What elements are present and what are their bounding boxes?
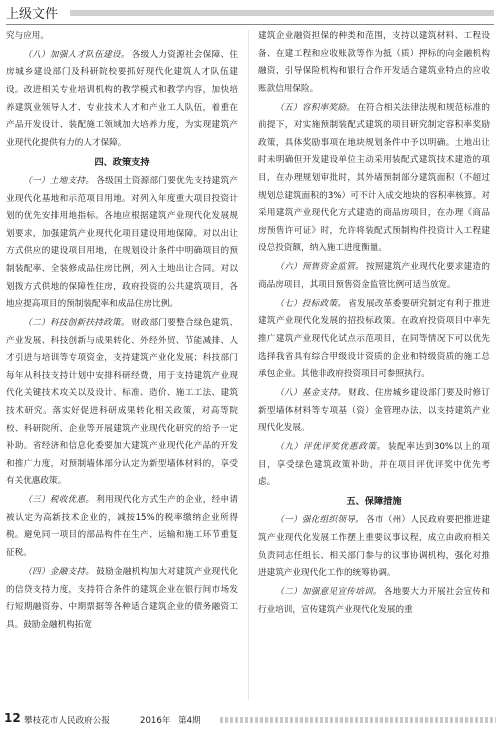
page-number: 12: [4, 711, 21, 725]
paragraph-lead: （一）土地支持。: [23, 175, 95, 186]
column-divider: [248, 30, 249, 700]
paragraph: [258, 28, 490, 98]
issue-year: 2016年: [140, 716, 171, 726]
issue-number: 第4期: [178, 716, 201, 726]
paragraph-lead: （二）加强意见宣传培训。: [275, 587, 382, 598]
paragraph: [258, 512, 490, 582]
paragraph: [258, 439, 490, 492]
paragraph-lead: （一）强化组织领导。: [275, 515, 364, 526]
journal-name: 攀枝花市人民政府公报: [24, 716, 110, 726]
paragraph-text: 各级国土资源部门要优先支持建筑产业现代化基地和示范项目用地。对列入年度重大项目投资计划的优先安排用地指标。各地应根据建筑产业现代化发展规划要求，加强建筑产业现代化项目建设用地保障。对以出让方式供应的建设项目用地，在规划设计条件中明确项目的预制装配率、全装修成品住房比例，列入土地出让合同。对以划拨方式供地的保障性住房，政府投资的公共建筑项目，各地应提高项目的预制装配率和成品住房比例。: [6, 175, 238, 310]
section-title: 上级文件: [6, 7, 59, 22]
paragraph: [6, 173, 238, 314]
paragraph-lead: （八）加强人才队伍建设。: [23, 49, 130, 60]
page-header: [6, 2, 494, 25]
paragraph: [6, 492, 238, 562]
paragraph: [258, 259, 490, 294]
paragraph-lead: （四）金融支持。: [23, 566, 95, 577]
paragraph-text: 各市（州）人民政府要把推进建筑产业现代化发展工作摆上重要议事议程，成立由政府相关负责同志任组长、相关部门参与的议事协调机构，强化对推进建筑产业现代化工作的统筹协调。: [258, 515, 490, 579]
paragraph-text: 究与应用。: [6, 31, 49, 41]
paragraph-text: 按照建筑产业现代化要求建造的商品房项目，其项目预售资金监管比例可适当放宽。: [258, 262, 490, 290]
header-decoration-bar: [70, 10, 494, 16]
paragraph-text: 省发展改革委要研究制定有利于推进建筑产业现代化发展的招投标政策。在政府投资项目中率先推广建筑产业现代化试点示范项目，在同等情况下可以优先选择我省具有综合甲级设计资质的企业和特级资质的施工总承包企业。其他非政府投资项目可参照执行。: [258, 298, 490, 380]
paragraph: [258, 100, 490, 258]
paragraph: [258, 584, 490, 619]
paragraph-lead: （三）税收优惠。: [23, 495, 95, 506]
paragraph: [258, 296, 490, 384]
paragraph-lead: （二）科技创新扶持政策。: [23, 318, 130, 328]
paragraph: [6, 47, 238, 153]
right-column: [258, 28, 490, 704]
paragraph: [6, 564, 238, 634]
section-heading: 四、政策支持: [94, 156, 150, 168]
paragraph-lead: （九）评优评奖优惠政策。: [275, 442, 386, 453]
paragraph-lead: （六）预售资金监管。: [275, 262, 364, 273]
paragraph-text: 财政部门要整合绿色建筑、产业发展、科技创新与成果转化、外经外贸、节能减排、人才引进与培训等专项资金，支持建筑产业化发展；科技部门每年从科技支持计划中安排科研经费，用于支持建筑产业现代化关键技术攻关以及设计、标准、造价、施工工法、建筑技术研究。落实好促进科研成果转化相关政策，对高等院校、科研院所、企业等开展建筑产业现代化研究的给予一定补助。省经济和信息化委要加大建筑产业现代化产品的开发和推广力度，对预制墙体部分认定为新型墙体材料的，享受有关优惠政策。: [6, 318, 238, 487]
section-heading: 五、保障措施: [346, 496, 402, 508]
left-column: [6, 28, 238, 704]
paragraph: [258, 385, 490, 438]
paragraph: [6, 315, 238, 491]
paragraph-lead: （八）基金支持。: [275, 388, 347, 399]
page-footer: [0, 709, 500, 731]
paragraph-lead: （五）容积率奖励。: [275, 102, 356, 113]
paragraph-text: 各地要大力开展社会宣传和行业培训，宣传建筑产业现代化发展的重: [258, 587, 490, 615]
paragraph-text: 在符合相关法律法规和规范标准的前提下，对实施预制装配式建筑的项目研究制定容积率奖励政策，具体奖励事项在地块规划条件中予以明确。土地出让时未明确但开发建设单位主动采用装配式建筑技术建造的项目，在办理规划审批时，其外墙预制部分建筑面积（不超过规划总建筑面积的3%）可不计入成交地块的容积率核算。对采用建筑产业现代化方式建造的商品房项目，在办理《商品房预售许可证》时，允许将装配式预制构件投资计入工程建设总投资额，纳入施工进度衡量。: [258, 102, 490, 254]
paragraph-lead: （七）投标政策。: [275, 298, 347, 309]
paragraph-text: 建筑企业融资担保的种类和范围，支持以建筑材料、工程设备、在建工程和应收账款等作为抵（质）押标的向金融机构融资，引导保险机构和银行合作开发适合建筑业特点的应收账款信用保险。: [258, 31, 490, 94]
paragraph-text: 财政、住房城乡建设部门要及时修订新型墙体材料等专项基（资）金管理办法，以支持建筑产业现代化发展。: [258, 388, 490, 434]
paragraph-text: 装配率达到30%以上的项目，享受绿色建筑政策补助，并在项目评优评奖中优先考虑。: [258, 442, 490, 488]
paragraph-text: 各级人力资源社会保障、住房城乡建设部门及科研院校要抓好现代化建筑人才队伍建设。改进相关专业培训机构的教学模式和教学内容，加快培养建筑业领导人才、专业技术人才和产业工人队伍，着重在产品开发设计、装配施工领域加大培养力度，为实现建筑产业现代化提供有力的人才保障。: [6, 49, 238, 148]
paragraph-text: 鼓励金融机构加大对建筑产业现代化的信贷支持力度，支持符合条件的建筑企业在银行间市场发行短期融资券、中期票据等各种适合建筑企业的债务融资工具。鼓励金融机构拓宽: [6, 566, 238, 630]
paragraph-text: 利用现代化方式生产的企业，经申请被认定为高新技术企业的，减按15%的税率缴纳企业所得税。避免同一项目的部品构件在生产、运输和施工环节重复征税。: [6, 495, 238, 559]
paragraph: [6, 28, 238, 46]
footer-decoration-stripes: [220, 717, 496, 723]
